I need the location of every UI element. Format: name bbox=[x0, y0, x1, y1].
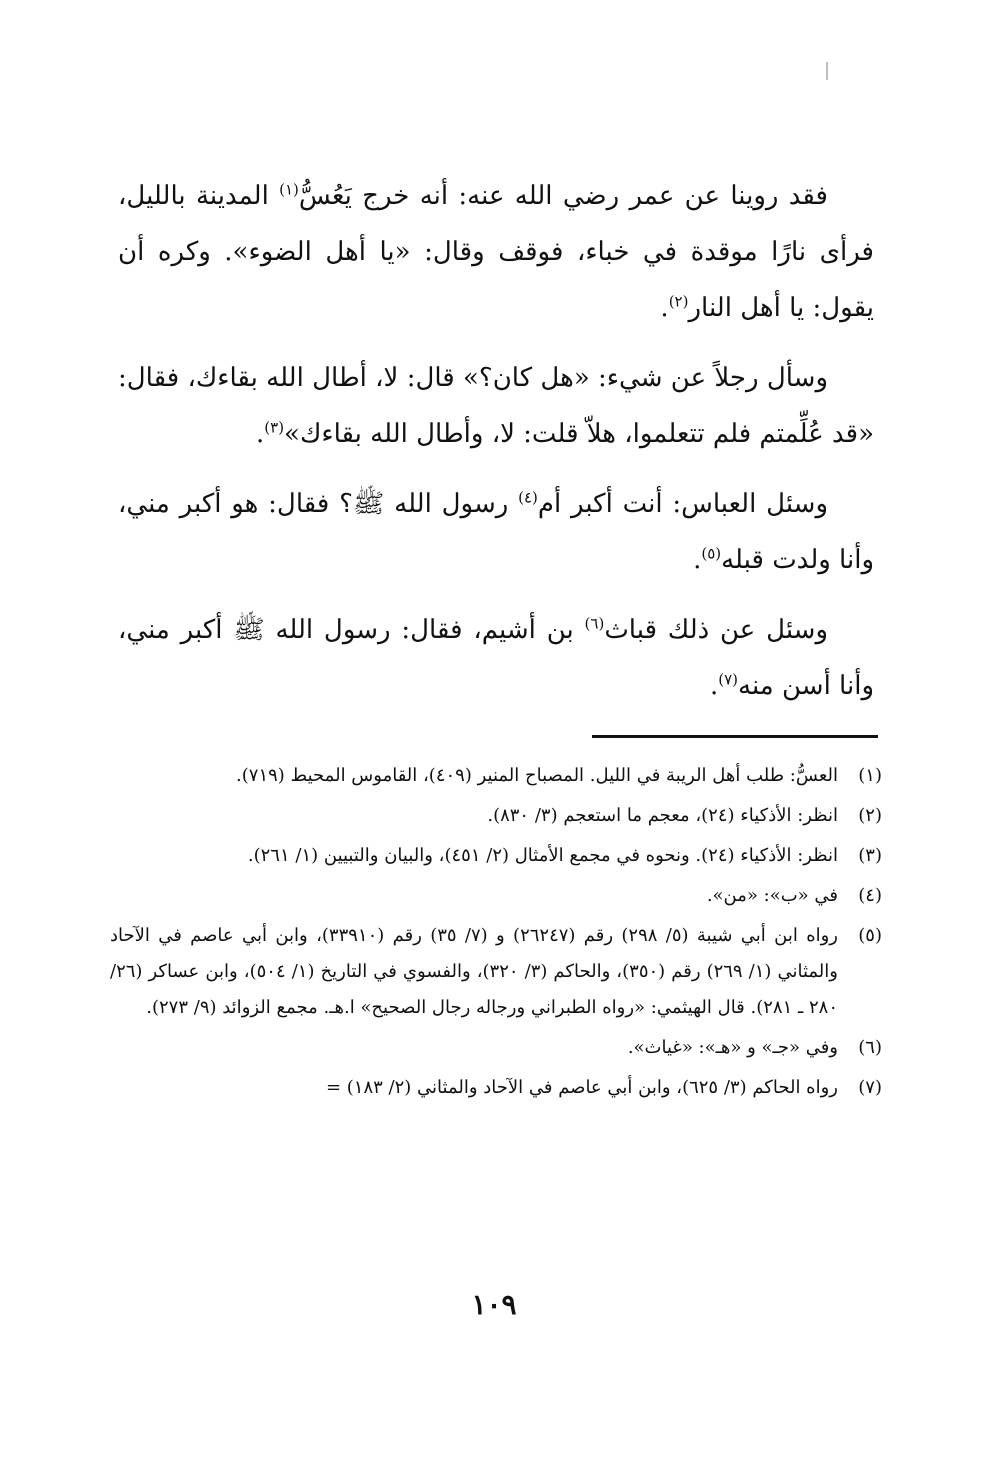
footnote-ref-3: (٣) bbox=[264, 418, 285, 437]
page-number: ١٠٩ bbox=[471, 1288, 517, 1321]
footnote-text: رواه الحاكم (٣/ ٦٢٥)، وابن أبي عاصم في الآحاد والمثاني (٢/ ١٨٣) = bbox=[325, 1077, 838, 1098]
footnote-text: العسُّ: طلب أهل الريبة في الليل. المصباح المنير (٤٠٩)، القاموس المحيط (٧١٩). bbox=[236, 765, 838, 786]
footnote-ref-5: (٥) bbox=[701, 544, 722, 563]
footnote-item bbox=[110, 798, 882, 834]
footnote-ref-7: (٧) bbox=[718, 670, 739, 689]
footnote-number: (٢) bbox=[858, 805, 882, 826]
footnote-item bbox=[110, 758, 882, 794]
paragraph-3-text-a: وسئل العباس: أنت أكبر أم bbox=[537, 489, 829, 519]
footnote-number: (١) bbox=[858, 765, 882, 786]
paragraph-1-text-b: المدينة بالليل، فرأى نارًا موقدة في خباء، فوقف وقال: «يا أهل الضوء». وكره أن يقول: يا أهل النار bbox=[118, 181, 874, 323]
scan-mark bbox=[826, 62, 828, 80]
paragraph-4-end: . bbox=[709, 671, 719, 701]
paragraph-1-text-a: فقد روينا عن عمر رضي الله عنه: أنه خرج يَعُسُّ bbox=[298, 181, 828, 211]
paragraph-3-text-b: رسول الله ﷺ؟ فقال: هو أكبر مني، وأنا ولدت قبله bbox=[118, 489, 874, 575]
paragraph-1-end: . bbox=[660, 293, 669, 323]
paragraph-1 bbox=[118, 168, 874, 336]
footnote-text: في «ب»: «من». bbox=[706, 885, 838, 906]
footnote-number: (٦) bbox=[858, 1037, 882, 1058]
footnote-item bbox=[110, 1070, 882, 1106]
footnote-item bbox=[110, 878, 882, 914]
paragraph-4-text-a: وسئل عن ذلك قباث bbox=[604, 615, 829, 645]
paragraph-3 bbox=[118, 476, 874, 588]
footnote-number: (٧) bbox=[858, 1077, 882, 1098]
paragraph-2-text: وسأل رجلاً عن شيء: «هل كان؟» قال: لا، أطال الله بقاءك، فقال: «قد عُلِّمتم فلم تتعلموا، هلاّ قلت: لا، وأطال الله بقاءك» bbox=[118, 363, 874, 449]
footnote-item bbox=[110, 1030, 882, 1066]
paragraph-4-text-b: بن أشيم، فقال: رسول الله ﷺ أكبر مني، وأنا أسن منه bbox=[118, 615, 874, 701]
footnote-item bbox=[110, 838, 882, 874]
footnote-item bbox=[110, 918, 882, 1026]
footnote-text: وفي «جـ» و «هـ»: «غياث». bbox=[627, 1037, 838, 1058]
footnote-number: (٥) bbox=[858, 925, 882, 946]
footnote-separator bbox=[592, 735, 878, 738]
footnotes bbox=[110, 758, 882, 1110]
footnote-ref-4: (٤) bbox=[518, 488, 538, 507]
footnote-number: (٣) bbox=[858, 845, 882, 866]
paragraph-4 bbox=[118, 602, 874, 714]
footnote-text: رواه ابن أبي شيبة (٥/ ٢٩٨) رقم (٢٦٢٤٧) و (٧/ ٣٥) رقم (٣٣٩١٠)، وابن أبي عاصم في الآحاد والمثاني (١/ ٢٦٩) رقم (٣٥٠)، والحاكم (٣/ ٣٢٠)، والفسوي في التاريخ (١/ ٥٠٤)، وابن عساكر (٢٦/ ٢٨٠ ـ ٢٨١). قال الهيثمي: «رواه الطبراني ورجاله رجال الصحيح» ا.هـ. مجمع الزوائد (٩/ ٢٧٣). bbox=[110, 925, 839, 1018]
main-text bbox=[118, 168, 874, 728]
paragraph-2-end: . bbox=[256, 419, 265, 449]
footnote-text: انظر: الأذكياء (٢٤)، معجم ما استعجم (٣/ ٨٣٠). bbox=[487, 805, 838, 826]
footnote-ref-2: (٢) bbox=[668, 292, 689, 311]
paragraph-2 bbox=[118, 350, 874, 462]
footnote-ref-1: (١) bbox=[279, 180, 299, 199]
footnote-text: انظر: الأذكياء (٢٤). ونحوه في مجمع الأمثال (٢/ ٤٥١)، والبيان والتبيين (١/ ٢٦١). bbox=[247, 845, 838, 866]
footnote-number: (٤) bbox=[858, 885, 882, 906]
footnote-ref-6: (٦) bbox=[584, 614, 605, 633]
paragraph-3-end: . bbox=[693, 545, 702, 575]
